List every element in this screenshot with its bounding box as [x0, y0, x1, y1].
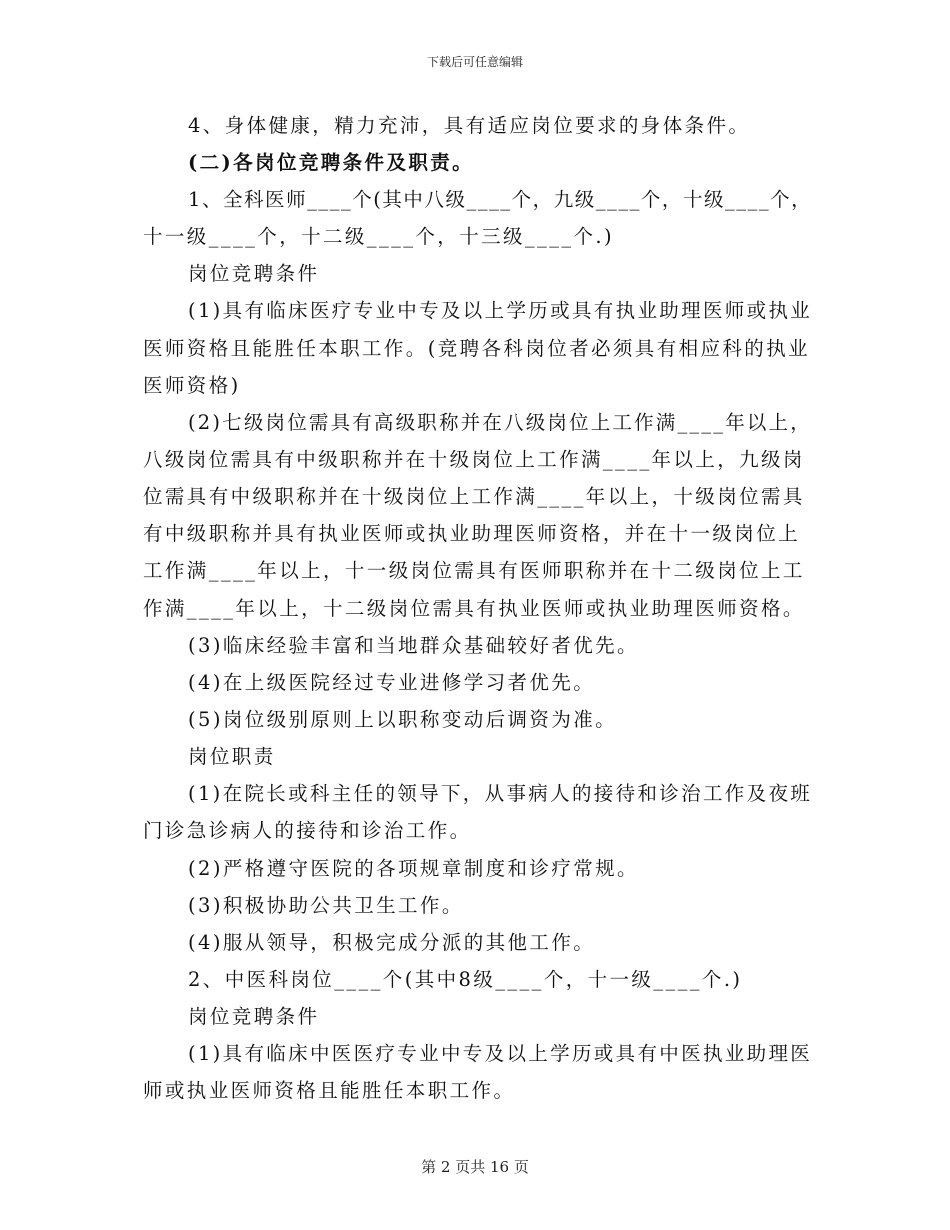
text-line: (4)在上级医院经过专业进修学习者优先。 [188, 671, 596, 694]
text-line: 十一级____个，十二级____个，十三级____个.) [143, 225, 615, 248]
page-footer: 第 2 页共 16 页 [421, 1158, 529, 1176]
text-line: (5)岗位级别原则上以职称变动后调资为准。 [188, 708, 618, 731]
text-line: (1)具有临床医疗专业中专及以上学历或具有执业助理医师或执业 [188, 299, 813, 322]
text-line: (2)严格遵守医院的各项规章制度和诊疗常规。 [188, 857, 639, 880]
subheading: 岗位竞聘条件 [188, 262, 320, 285]
text-line: (3)临床经验丰富和当地群众基础较好者优先。 [188, 634, 639, 657]
text-line: 医师资格且能胜任本职工作。(竞聘各科岗位者必须具有相应科的执业 [143, 337, 811, 360]
text-line: (1)具有临床中医医疗专业中专及以上学历或具有中医执业助理医 [188, 1042, 813, 1065]
text-line: 医师资格) [143, 374, 241, 397]
text-line: 1、全科医师____个(其中八级____个，九级____个，十级____个， [188, 188, 813, 211]
text-line: 位需具有中级职称并在十级岗位上工作满____年以上，十级岗位需具 [143, 485, 805, 508]
section-heading: (二)各岗位竞聘条件及职责。 [188, 151, 475, 174]
page-header: 下载后可任意编辑 [426, 55, 523, 69]
text-line: 八级岗位需具有中级职称并在十级岗位上工作满____年以上，九级岗 [143, 448, 805, 471]
subheading: 岗位竞聘条件 [188, 1005, 320, 1028]
text-line: (1)在院长或科主任的领导下，从事病人的接待和诊治工作及夜班 [188, 782, 813, 805]
text-line: 2、中医科岗位____个(其中8级____个，十一级____个.) [188, 968, 743, 991]
text-line: (4)服从领导，积极完成分派的其他工作。 [188, 931, 596, 954]
text-line: 4、身体健康，精力充沛，具有适应岗位要求的身体条件。 [188, 114, 751, 137]
text-line: 门诊急诊病人的接待和诊治工作。 [143, 819, 472, 842]
text-line: 师或执业医师资格且能胜任本职工作。 [143, 1079, 516, 1102]
subheading: 岗位职责 [188, 745, 276, 768]
text-line: (2)七级岗位需具有高级职称并在八级岗位上工作满____年以上， [188, 411, 812, 434]
text-line: (3)积极协助公共卫生工作。 [188, 894, 464, 917]
text-line: 工作满____年以上，十一级岗位需具有医师职称并在十二级岗位上工 [143, 559, 805, 582]
text-line: 作满____年以上，十二级岗位需具有执业医师或执业助理医师资格。 [143, 597, 805, 620]
text-line: 有中级职称并具有执业医师或执业助理医师资格，并在十一级岗位上 [143, 522, 801, 545]
